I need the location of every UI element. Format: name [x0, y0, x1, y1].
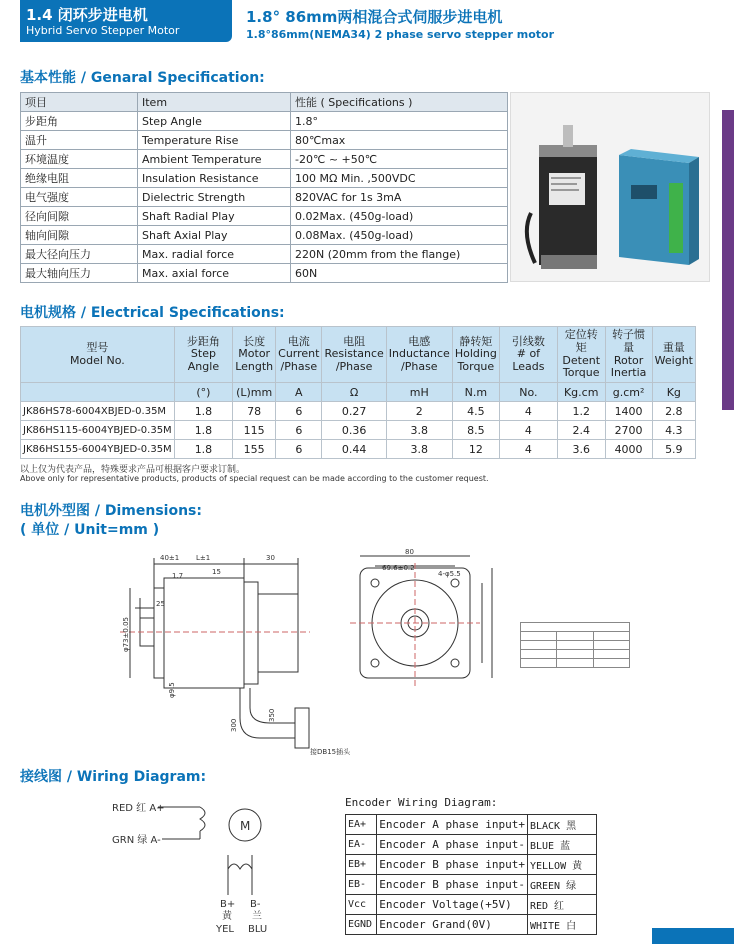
elec-header-line: Rotor — [613, 353, 644, 367]
elec-cell: 6 — [276, 440, 322, 459]
elec-cell: JK86HS78-6004XBJED-0.35M — [21, 402, 175, 421]
encoder-cell: BLUE 蓝 — [527, 835, 596, 855]
elec-cell: 0.36 — [322, 421, 386, 440]
elec-unit: mH — [386, 383, 452, 402]
dim-17: 1.7 — [172, 572, 184, 580]
encoder-cell: EB- — [346, 875, 377, 895]
spec-cell: Max. radial force — [138, 245, 291, 264]
encoder-cell: EA- — [346, 835, 377, 855]
encoder-row — [346, 915, 597, 935]
elec-cell: 4000 — [605, 440, 652, 459]
spec-cell: Shaft Axial Play — [138, 226, 291, 245]
dim-40: 40±1 — [160, 554, 180, 562]
spec-cell: 0.08Max. (450g-load) — [291, 226, 508, 245]
elec-header — [386, 327, 452, 383]
elec-unit: Ω — [322, 383, 386, 402]
dimension-drawing — [120, 548, 520, 758]
elec-header — [21, 327, 175, 383]
dimension-mini-table — [520, 622, 630, 668]
dim-95: φ9.5 — [168, 682, 176, 698]
elec-row — [21, 421, 696, 440]
elec-cell: 1.8 — [174, 421, 233, 440]
elec-header-line: Motor — [238, 347, 271, 361]
encoder-cell: WHITE 白 — [527, 915, 596, 935]
section-en-title: Hybrid Servo Stepper Motor — [26, 24, 180, 37]
encoder-cell: EGND — [346, 915, 377, 935]
dim-350: 350 — [268, 708, 276, 722]
elec-header-line: 型号 — [86, 340, 109, 354]
encoder-row — [346, 875, 597, 895]
spec-cell: 温升 — [21, 131, 138, 150]
electrical-spec-table — [20, 326, 696, 459]
spec-cell: 0.02Max. (450g-load) — [291, 207, 508, 226]
elec-header-line: Inertia — [610, 366, 647, 380]
dimensions-unit: ( 单位 / Unit=mm ) — [20, 522, 160, 538]
encoder-table — [345, 814, 597, 935]
elec-cell: 2 — [386, 402, 452, 421]
elec-header-line: Detent — [562, 353, 601, 367]
elec-header-line: /Phase — [335, 359, 373, 373]
elec-row — [21, 402, 696, 421]
spec-row — [21, 226, 508, 245]
spec-cell: Insulation Resistance — [138, 169, 291, 188]
elec-unit: Kg.cm — [557, 383, 605, 402]
elec-cell: 8.5 — [452, 421, 499, 440]
elec-cell: 2.8 — [652, 402, 695, 421]
dim-4: 4-φ5.5 — [438, 570, 461, 578]
spec-cell: 100 MΩ Min. ,500VDC — [291, 169, 508, 188]
spec-cell: Max. axial force — [138, 264, 291, 283]
elec-header-line: Torque — [457, 359, 495, 373]
section-cn-title: 1.4 闭环步进电机 — [26, 6, 148, 24]
elec-unit: No. — [499, 383, 557, 402]
elec-unit: Kg — [652, 383, 695, 402]
elec-header-line: Model No. — [69, 353, 125, 367]
spec-cell: Temperature Rise — [138, 131, 291, 150]
red-wire-label: RED 红 A+ — [112, 803, 165, 814]
elec-cell: 115 — [233, 421, 276, 440]
dimensions-title: 电机外型图 / Dimensions: — [20, 503, 202, 519]
spec-cell: 绝缘电阻 — [21, 169, 138, 188]
spec-cell: 项目 — [21, 93, 138, 112]
encoder-cell: BLACK 黑 — [527, 815, 596, 835]
electrical-spec-title: 电机规格 / Electrical Specifications: — [20, 305, 285, 321]
blu-label: BLU — [248, 924, 268, 935]
elec-unit: A — [276, 383, 322, 402]
section-badge — [20, 0, 232, 42]
elec-cell: 3.6 — [557, 440, 605, 459]
encoder-cell: EA+ — [346, 815, 377, 835]
spec-row — [21, 131, 508, 150]
spec-row — [21, 112, 508, 131]
general-spec-table — [20, 92, 508, 283]
encoder-title: Encoder Wiring Diagram: — [345, 796, 498, 809]
elec-header-line: 引线数 — [511, 334, 545, 348]
spec-cell: 电气强度 — [21, 188, 138, 207]
elec-header — [557, 327, 605, 383]
elec-cell: 12 — [452, 440, 499, 459]
elec-header-line: 电感 — [408, 334, 431, 348]
dim-conn: 接DB15插头 — [310, 748, 351, 756]
dim-30: 30 — [266, 554, 275, 562]
encoder-row — [346, 855, 597, 875]
elec-header — [452, 327, 499, 383]
elec-cell: 1.2 — [557, 402, 605, 421]
page-title: 1.8° 86mm两相混合式伺服步进电机 — [246, 8, 503, 26]
encoder-cell: Encoder B phase input+ — [377, 855, 528, 875]
elec-header-line: Step Angle — [187, 347, 220, 373]
elec-cell: 1400 — [605, 402, 652, 421]
elec-unit: g.cm² — [605, 383, 652, 402]
elec-cell: 6 — [276, 421, 322, 440]
elec-header — [276, 327, 322, 383]
motor-symbol: M — [240, 819, 251, 833]
encoder-cell: RED 红 — [527, 895, 596, 915]
elec-header — [499, 327, 557, 383]
side-tab — [722, 110, 734, 410]
blu-cn-label: 兰 — [252, 911, 262, 922]
spec-cell: 环境温度 — [21, 150, 138, 169]
spec-cell: 820VAC for 1s 3mA — [291, 188, 508, 207]
encoder-row — [346, 895, 597, 915]
spec-cell: Shaft Radial Play — [138, 207, 291, 226]
yel-cn-label: 黄 — [222, 911, 232, 922]
elec-header-line: 电流 — [287, 334, 310, 348]
spec-cell: 径向间隙 — [21, 207, 138, 226]
elec-cell: 3.8 — [386, 421, 452, 440]
encoder-cell: Vcc — [346, 895, 377, 915]
elec-cell: 4 — [499, 421, 557, 440]
spec-row — [21, 188, 508, 207]
spec-cell: 60N — [291, 264, 508, 283]
elec-cell: 1.8 — [174, 402, 233, 421]
elec-header — [322, 327, 386, 383]
product-photo — [510, 92, 710, 282]
note-cn: 以上仅为代表产品，特殊要求产品可根据客户要求订制。 — [20, 465, 246, 475]
general-spec-title: 基本性能 / Genaral Specification: — [20, 70, 265, 86]
encoder-cell: YELLOW 黄 — [527, 855, 596, 875]
elec-row — [21, 440, 696, 459]
dim-25: 25 — [156, 600, 165, 608]
grn-wire-label: GRN 绿 A- — [112, 835, 161, 846]
elec-cell: 5.9 — [652, 440, 695, 459]
spec-row — [21, 93, 508, 112]
elec-cell: JK86HS155-6004YBJED-0.35M — [21, 440, 175, 459]
dim-73: φ73±0.05 — [122, 617, 130, 652]
elec-header-line: Current — [278, 347, 320, 361]
encoder-cell: Encoder A phase input- — [377, 835, 528, 855]
spec-row — [21, 169, 508, 188]
note-en: Above only for representative products, products of special request can be made according to the customer request. — [20, 474, 489, 483]
encoder-row — [346, 835, 597, 855]
spec-cell: 220N (20mm from the flange) — [291, 245, 508, 264]
corner-decoration — [652, 928, 734, 944]
elec-header — [652, 327, 695, 383]
encoder-row — [346, 815, 597, 835]
elec-unit: N.m — [452, 383, 499, 402]
bplus-label: B+ — [220, 899, 236, 910]
spec-cell: 1.8° — [291, 112, 508, 131]
elec-header-line: /Phase — [280, 359, 318, 373]
elec-header-line: 重量 — [662, 340, 685, 354]
elec-header-line: 静转矩 — [459, 334, 493, 348]
elec-cell: 155 — [233, 440, 276, 459]
spec-cell: 轴向间隙 — [21, 226, 138, 245]
encoder-cell: EB+ — [346, 855, 377, 875]
encoder-cell: GREEN 绿 — [527, 875, 596, 895]
spec-cell: 步距角 — [21, 112, 138, 131]
elec-cell: JK86HS115-6004YBJED-0.35M — [21, 421, 175, 440]
elec-header-line: 电阻 — [343, 334, 366, 348]
elec-unit: (L)mm — [233, 383, 276, 402]
elec-header-line: Weight — [654, 353, 693, 367]
elec-header-line: /Phase — [401, 359, 438, 373]
elec-unit — [21, 383, 175, 402]
elec-cell: 4.3 — [652, 421, 695, 440]
spec-cell: Item — [138, 93, 291, 112]
elec-header — [174, 327, 233, 383]
spec-row — [21, 207, 508, 226]
elec-header — [233, 327, 276, 383]
elec-cell: 78 — [233, 402, 276, 421]
bminus-label: B- — [250, 899, 261, 910]
dim-l: L±1 — [196, 554, 211, 562]
elec-header-line: 定位转矩 — [564, 328, 598, 354]
elec-header-line: 转子惯量 — [612, 328, 646, 354]
elec-cell: 4.5 — [452, 402, 499, 421]
elec-header-line: Inductance — [388, 347, 450, 361]
elec-cell: 4 — [499, 402, 557, 421]
encoder-cell: Encoder Voltage(+5V) — [377, 895, 528, 915]
dim-15: 15 — [212, 568, 221, 576]
spec-cell: Dielectric Strength — [138, 188, 291, 207]
elec-cell: 2.4 — [557, 421, 605, 440]
elec-cell: 3.8 — [386, 440, 452, 459]
spec-cell: -20℃ ~ +50℃ — [291, 150, 508, 169]
spec-row — [21, 245, 508, 264]
wiring-title: 接线图 / Wiring Diagram: — [20, 769, 207, 785]
spec-row — [21, 264, 508, 283]
motor-wiring-diagram — [100, 795, 300, 940]
dim-69: 69.6±0.2 — [382, 564, 415, 572]
elec-header-line: 长度 — [243, 334, 266, 348]
spec-cell: 最大轴向压力 — [21, 264, 138, 283]
spec-row — [21, 150, 508, 169]
elec-header-line: 步距角 — [186, 334, 220, 348]
encoder-cell: Encoder Grand(0V) — [377, 915, 528, 935]
elec-cell: 0.44 — [322, 440, 386, 459]
elec-header-line: Resistance — [324, 347, 384, 361]
elec-unit: (°) — [174, 383, 233, 402]
elec-header — [605, 327, 652, 383]
encoder-cell: Encoder B phase input- — [377, 875, 528, 895]
elec-cell: 0.27 — [322, 402, 386, 421]
elec-header-line: # of Leads — [512, 347, 545, 373]
dim-80: 80 — [405, 548, 414, 556]
spec-cell: Step Angle — [138, 112, 291, 131]
spec-cell: 性能 ( Specifications ) — [291, 93, 508, 112]
spec-cell: Ambient Temperature — [138, 150, 291, 169]
dim-300: 300 — [230, 718, 238, 732]
elec-cell: 6 — [276, 402, 322, 421]
elec-cell: 1.8 — [174, 440, 233, 459]
spec-cell: 最大径向压力 — [21, 245, 138, 264]
spec-cell: 80℃max — [291, 131, 508, 150]
encoder-cell: Encoder A phase input+ — [377, 815, 528, 835]
elec-cell: 2700 — [605, 421, 652, 440]
elec-header-line: Torque — [562, 366, 600, 380]
page-subtitle: 1.8°86mm(NEMA34) 2 phase servo stepper motor — [246, 28, 555, 41]
elec-cell: 4 — [499, 440, 557, 459]
elec-header-line: Length — [235, 359, 274, 373]
elec-header-line: Holding — [454, 347, 497, 361]
yel-label: YEL — [216, 924, 234, 935]
